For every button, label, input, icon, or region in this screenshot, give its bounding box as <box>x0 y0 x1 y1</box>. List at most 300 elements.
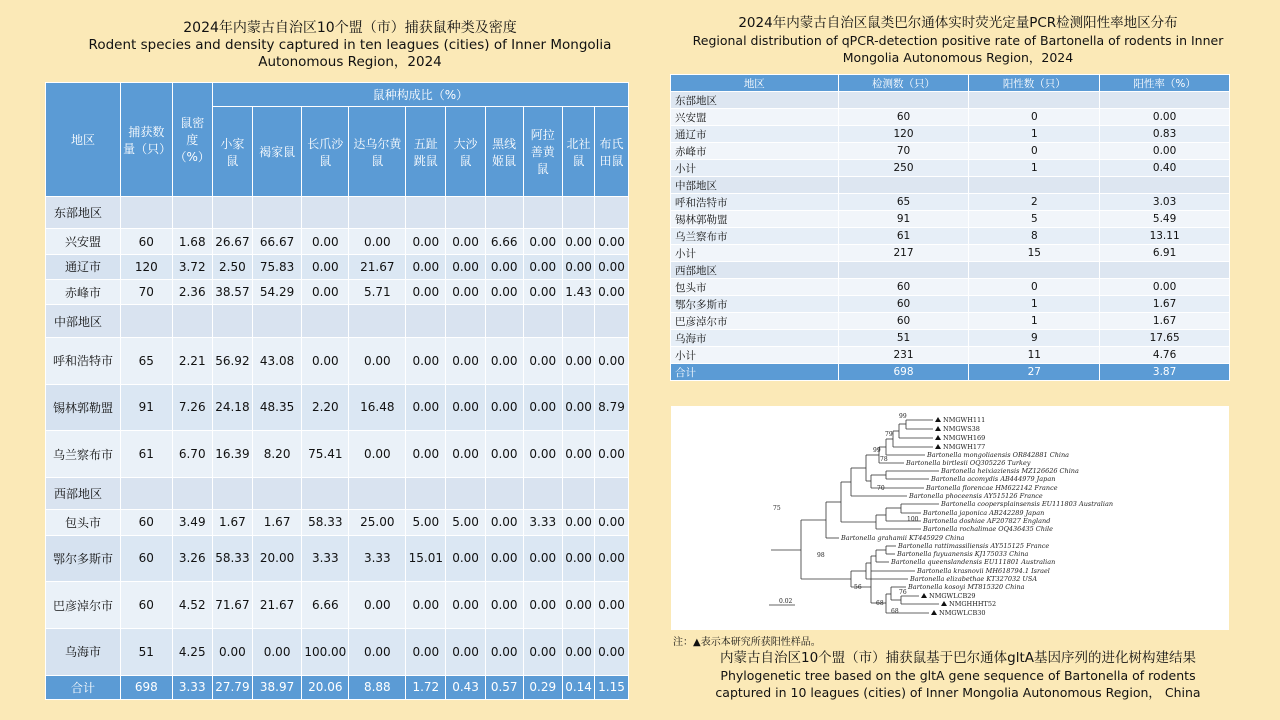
ratio-cell: 27.79 <box>212 675 252 699</box>
section-row <box>46 477 629 509</box>
ratio-cell: 56.92 <box>212 337 252 384</box>
section-row <box>671 262 1230 279</box>
empty-cell <box>212 477 252 509</box>
empty-cell <box>212 197 252 229</box>
value-cell: 0 <box>969 279 1100 296</box>
ratio-cell: 8.79 <box>595 384 629 431</box>
ratio-cell: 0.00 <box>446 229 486 254</box>
region-cell: 包头市 <box>671 279 839 296</box>
ratio-cell: 0.00 <box>523 384 563 431</box>
ratio-cell: 0.00 <box>523 280 563 305</box>
phylogenetic-tree-figure <box>671 406 1229 630</box>
count-cell: 65 <box>121 337 172 384</box>
ratio-cell: 0.00 <box>349 229 406 254</box>
value-cell: 17.65 <box>1100 330 1230 347</box>
ratio-cell: 3.33 <box>523 510 563 535</box>
empty-cell <box>1100 92 1230 109</box>
table-row <box>671 347 1230 364</box>
ratio-cell: 2.20 <box>302 384 349 431</box>
region-cell: 巴彦淖尔市 <box>671 313 839 330</box>
ratio-cell: 0.00 <box>523 254 563 279</box>
empty-cell <box>212 305 252 337</box>
region-cell: 赤峰市 <box>46 280 121 305</box>
density-cell: 4.25 <box>172 628 212 675</box>
region-cell: 通辽市 <box>671 126 839 143</box>
ratio-cell: 2.50 <box>212 254 252 279</box>
value-cell: 0.83 <box>1100 126 1230 143</box>
ratio-cell: 0.00 <box>406 254 446 279</box>
pcr-positive-rate-table <box>670 74 1230 381</box>
value-cell: 0.00 <box>1100 143 1230 160</box>
header-species: 达乌尔黄鼠 <box>349 107 406 197</box>
ratio-cell: 0.00 <box>446 628 486 675</box>
header-species: 布氏田鼠 <box>595 107 629 197</box>
empty-cell <box>446 477 486 509</box>
header-species: 大沙鼠 <box>446 107 486 197</box>
ratio-cell: 0.00 <box>523 582 563 629</box>
table-row <box>671 126 1230 143</box>
section-row <box>46 197 629 229</box>
ratio-cell: 5.00 <box>406 510 446 535</box>
ratio-cell: 0.00 <box>563 337 595 384</box>
table-row <box>671 245 1230 262</box>
header-species: 五趾跳鼠 <box>406 107 446 197</box>
region-cell: 小计 <box>671 347 839 364</box>
empty-cell <box>1100 262 1230 279</box>
ratio-cell: 75.83 <box>252 254 301 279</box>
density-cell: 3.33 <box>172 675 212 699</box>
ratio-cell: 0.00 <box>523 535 563 582</box>
value-cell: 60 <box>838 313 969 330</box>
section-label: 东部地区 <box>46 197 121 229</box>
value-cell: 0 <box>969 143 1100 160</box>
ratio-cell: 0.00 <box>406 337 446 384</box>
ratio-cell: 0.00 <box>563 384 595 431</box>
ratio-cell: 0.00 <box>349 582 406 629</box>
section-label: 中部地区 <box>46 305 121 337</box>
ratio-cell: 0.00 <box>523 431 563 478</box>
value-cell: 120 <box>838 126 969 143</box>
right-title-en: Regional distribution of qPCR-detection positive rate of Bartonella of rodents in Inner Mongolia Autonomous Region，2024 <box>692 33 1224 65</box>
region-cell: 乌兰察布市 <box>46 431 121 478</box>
ratio-cell: 0.00 <box>406 582 446 629</box>
tree-leaf-label: Bartonella acomydis AB444979 Japan <box>931 475 1056 483</box>
ratio-cell: 0.00 <box>485 254 523 279</box>
ratio-cell: 0.00 <box>485 510 523 535</box>
ratio-cell: 24.18 <box>212 384 252 431</box>
value-cell: 1 <box>969 160 1100 177</box>
ratio-cell: 0.00 <box>302 280 349 305</box>
ratio-cell: 0.00 <box>406 431 446 478</box>
ratio-cell: 75.41 <box>302 431 349 478</box>
ratio-cell: 3.33 <box>349 535 406 582</box>
region-cell: 呼和浩特市 <box>46 337 121 384</box>
tree-leaf-label: NMGWS38 <box>943 425 980 433</box>
empty-cell <box>252 197 301 229</box>
value-cell: 0.00 <box>1100 109 1230 126</box>
tree-leaf-label: Bartonella japonica AB242289 Japan <box>923 509 1045 517</box>
ratio-cell: 16.39 <box>212 431 252 478</box>
empty-cell <box>252 477 301 509</box>
right-title <box>668 15 1248 66</box>
region-cell: 鄂尔多斯市 <box>46 535 121 582</box>
table-row <box>46 337 629 384</box>
ratio-cell: 0.00 <box>446 337 486 384</box>
tree-leaf-label: Bartonella heixiaziensis MZ126626 China <box>941 467 1079 475</box>
ratio-cell: 0.00 <box>446 280 486 305</box>
ratio-cell: 3.33 <box>302 535 349 582</box>
ratio-cell: 20.00 <box>252 535 301 582</box>
ratio-cell: 0.00 <box>349 431 406 478</box>
tree-leaf-label: NMGWLCB29 <box>929 592 976 600</box>
region-cell: 兴安盟 <box>46 229 121 254</box>
region-cell: 赤峰市 <box>671 143 839 160</box>
positive-sample-icon <box>935 426 941 431</box>
value-cell: 0.00 <box>1100 279 1230 296</box>
ratio-cell: 0.00 <box>212 628 252 675</box>
value-cell: 3.03 <box>1100 194 1230 211</box>
table-row <box>671 279 1230 296</box>
ratio-cell: 0.00 <box>485 535 523 582</box>
value-cell: 1 <box>969 313 1100 330</box>
count-cell: 60 <box>121 535 172 582</box>
tree-leaf-label: Bartonella florencae HM622142 France <box>926 484 1058 492</box>
header-species: 黑线姬鼠 <box>485 107 523 197</box>
ratio-cell: 66.67 <box>252 229 301 254</box>
header-count: 捕获数量（只） <box>121 83 172 197</box>
table-row <box>671 364 1230 381</box>
header-species: 北社鼠 <box>563 107 595 197</box>
section-label: 东部地区 <box>671 92 839 109</box>
tree-leaf-label: Bartonella rochalimae OQ436435 Chile <box>923 525 1053 533</box>
tree-leaf-label: Bartonella rattimassiliensis AY515125 France <box>898 542 1050 550</box>
header-species: 褐家鼠 <box>252 107 301 197</box>
region-cell: 锡林郭勒盟 <box>46 384 121 431</box>
value-cell: 6.91 <box>1100 245 1230 262</box>
ratio-cell: 0.00 <box>485 384 523 431</box>
empty-cell <box>563 197 595 229</box>
tree-leaf-label: Bartonella krasnovii MH618794.1 Israel <box>917 567 1050 575</box>
empty-cell <box>563 477 595 509</box>
ratio-cell: 0.00 <box>595 510 629 535</box>
empty-cell <box>838 262 969 279</box>
empty-cell <box>563 305 595 337</box>
ratio-cell: 0.00 <box>595 280 629 305</box>
bootstrap-value: 98 <box>817 552 825 559</box>
tree-leaf-label: NMGWH177 <box>943 443 986 451</box>
ratio-cell: 0.14 <box>563 675 595 699</box>
bootstrap-value: 100 <box>907 516 919 523</box>
ratio-cell: 0.00 <box>349 337 406 384</box>
header-cell: 阳性数（只） <box>969 75 1100 92</box>
empty-cell <box>121 477 172 509</box>
value-cell: 5 <box>969 211 1100 228</box>
empty-cell <box>485 197 523 229</box>
ratio-cell: 0.00 <box>595 628 629 675</box>
section-row <box>671 92 1230 109</box>
value-cell: 231 <box>838 347 969 364</box>
scale-bar-label: 0.02 <box>779 598 793 605</box>
bootstrap-value: 99 <box>873 447 881 454</box>
ratio-cell: 6.66 <box>485 229 523 254</box>
tree-leaf-label: Bartonella phoceensis AY515126 France <box>909 492 1043 500</box>
table-row <box>671 194 1230 211</box>
table-row <box>671 296 1230 313</box>
ratio-cell: 0.00 <box>446 431 486 478</box>
value-cell: 11 <box>969 347 1100 364</box>
density-cell: 3.26 <box>172 535 212 582</box>
right-title-cn: 2024年内蒙古自治区鼠类巴尔通体实时荧光定量PCR检测阳性率地区分布 <box>738 15 1178 31</box>
positive-sample-icon <box>935 444 941 449</box>
empty-cell <box>302 197 349 229</box>
count-cell: 60 <box>121 510 172 535</box>
count-cell: 51 <box>121 628 172 675</box>
tree-leaf-label: NMGWH169 <box>943 434 986 442</box>
value-cell: 27 <box>969 364 1100 381</box>
ratio-cell: 0.29 <box>523 675 563 699</box>
empty-cell <box>349 197 406 229</box>
region-cell: 小计 <box>671 245 839 262</box>
ratio-cell: 0.00 <box>523 628 563 675</box>
ratio-cell: 0.00 <box>523 337 563 384</box>
tree-leaf-label: NMGWH111 <box>943 416 986 424</box>
tree-caption <box>668 650 1248 701</box>
section-row <box>46 305 629 337</box>
left-title-en: Rodent species and density captured in ten leagues (cities) of Inner Mongolia Autonomous Region，2024 <box>88 37 612 70</box>
value-cell: 13.11 <box>1100 228 1230 245</box>
ratio-cell: 0.00 <box>595 337 629 384</box>
region-cell: 合计 <box>46 675 121 699</box>
ratio-cell: 0.00 <box>563 535 595 582</box>
ratio-cell: 0.00 <box>563 628 595 675</box>
ratio-cell: 25.00 <box>349 510 406 535</box>
table-row <box>671 143 1230 160</box>
header-species: 小家鼠 <box>212 107 252 197</box>
ratio-cell: 0.43 <box>446 675 486 699</box>
value-cell: 1 <box>969 296 1100 313</box>
tree-caption-en: Phylogenetic tree based on the gltA gene sequence of Bartonella of rodents captured in 10 leagues (cities) of Inner Mongolia Autonomous Region， China <box>715 668 1201 700</box>
empty-cell <box>406 477 446 509</box>
bootstrap-value: 75 <box>773 505 781 512</box>
ratio-cell: 1.15 <box>595 675 629 699</box>
density-cell: 2.36 <box>172 280 212 305</box>
value-cell: 3.87 <box>1100 364 1230 381</box>
tree-leaf-label: Bartonella coopersplainsensis EU111803 Australian <box>941 500 1114 508</box>
ratio-cell: 6.66 <box>302 582 349 629</box>
empty-cell <box>485 305 523 337</box>
value-cell: 1.67 <box>1100 296 1230 313</box>
empty-cell <box>969 262 1100 279</box>
count-cell: 91 <box>121 384 172 431</box>
bootstrap-value: 99 <box>899 413 907 420</box>
table-row <box>671 228 1230 245</box>
value-cell: 2 <box>969 194 1100 211</box>
density-cell: 2.21 <box>172 337 212 384</box>
region-cell: 鄂尔多斯市 <box>671 296 839 313</box>
ratio-cell: 0.00 <box>595 431 629 478</box>
tree-leaf-label: Bartonella grahamii KT445929 China <box>841 534 965 542</box>
header-species: 长爪沙鼠 <box>302 107 349 197</box>
empty-cell <box>172 477 212 509</box>
value-cell: 217 <box>838 245 969 262</box>
ratio-cell: 0.00 <box>406 280 446 305</box>
ratio-cell: 0.00 <box>595 582 629 629</box>
positive-sample-icon <box>941 601 947 606</box>
ratio-cell: 16.48 <box>349 384 406 431</box>
ratio-cell: 0.00 <box>485 431 523 478</box>
ratio-cell: 100.00 <box>302 628 349 675</box>
empty-cell <box>446 305 486 337</box>
empty-cell <box>969 177 1100 194</box>
value-cell: 5.49 <box>1100 211 1230 228</box>
positive-sample-icon <box>931 610 937 615</box>
positive-sample-icon <box>935 417 941 422</box>
positive-sample-icon <box>921 593 927 598</box>
ratio-cell: 0.00 <box>485 337 523 384</box>
tree-leaf-label: Bartonella mongoliaensis OR842881 China <box>927 451 1070 459</box>
count-cell: 61 <box>121 431 172 478</box>
empty-cell <box>485 477 523 509</box>
table-row <box>46 254 629 279</box>
region-cell: 锡林郭勒盟 <box>671 211 839 228</box>
value-cell: 250 <box>838 160 969 177</box>
empty-cell <box>349 477 406 509</box>
empty-cell <box>838 177 969 194</box>
tree-leaf-label: NMGWLCB30 <box>939 609 986 617</box>
value-cell: 51 <box>838 330 969 347</box>
tree-leaf-label: Bartonella birtlesii OQ305226 Turkey <box>906 459 1031 467</box>
ratio-cell: 0.00 <box>446 254 486 279</box>
ratio-cell: 8.20 <box>252 431 301 478</box>
count-cell: 60 <box>121 229 172 254</box>
tree-leaf-label: Bartonella elizabethae KT327032 USA <box>910 575 1038 583</box>
value-cell: 70 <box>838 143 969 160</box>
value-cell: 61 <box>838 228 969 245</box>
empty-cell <box>121 197 172 229</box>
bootstrap-value: 79 <box>885 431 893 438</box>
ratio-cell: 0.00 <box>252 628 301 675</box>
ratio-cell: 5.00 <box>446 510 486 535</box>
ratio-cell: 1.67 <box>252 510 301 535</box>
value-cell: 60 <box>838 279 969 296</box>
empty-cell <box>595 197 629 229</box>
ratio-cell: 0.00 <box>595 254 629 279</box>
ratio-cell: 8.88 <box>349 675 406 699</box>
empty-cell <box>172 197 212 229</box>
value-cell: 91 <box>838 211 969 228</box>
value-cell: 60 <box>838 296 969 313</box>
ratio-cell: 20.06 <box>302 675 349 699</box>
positive-sample-icon <box>935 435 941 440</box>
section-row <box>671 177 1230 194</box>
ratio-cell: 0.00 <box>563 582 595 629</box>
ratio-cell: 71.67 <box>212 582 252 629</box>
table-row <box>46 384 629 431</box>
ratio-cell: 0.57 <box>485 675 523 699</box>
ratio-cell: 0.00 <box>406 384 446 431</box>
table-row <box>46 431 629 478</box>
tree-leaf-label: Bartonella queenslandensis EU111801 Australian <box>891 558 1056 566</box>
left-title <box>60 20 640 71</box>
header-cell: 检测数（只） <box>838 75 969 92</box>
bootstrap-value: 68 <box>891 608 899 615</box>
bootstrap-value: 70 <box>877 485 885 492</box>
empty-cell <box>523 197 563 229</box>
table-row <box>46 675 629 699</box>
empty-cell <box>172 305 212 337</box>
ratio-cell: 0.00 <box>446 384 486 431</box>
region-cell: 小计 <box>671 160 839 177</box>
ratio-cell: 26.67 <box>212 229 252 254</box>
table-row <box>46 510 629 535</box>
ratio-cell: 5.71 <box>349 280 406 305</box>
value-cell: 9 <box>969 330 1100 347</box>
ratio-cell: 0.00 <box>406 229 446 254</box>
tree-leaf-label: Bartonella kosoyi MT815320 China <box>908 583 1025 591</box>
table-row <box>671 330 1230 347</box>
bootstrap-value: 76 <box>899 589 907 596</box>
value-cell: 698 <box>838 364 969 381</box>
header-region: 地区 <box>46 83 121 197</box>
section-label: 西部地区 <box>671 262 839 279</box>
value-cell: 8 <box>969 228 1100 245</box>
header-cell: 阳性率（%） <box>1100 75 1230 92</box>
value-cell: 1.67 <box>1100 313 1230 330</box>
table-row <box>671 211 1230 228</box>
ratio-cell: 38.57 <box>212 280 252 305</box>
empty-cell <box>523 305 563 337</box>
empty-cell <box>838 92 969 109</box>
density-cell: 3.49 <box>172 510 212 535</box>
ratio-cell: 21.67 <box>252 582 301 629</box>
ratio-cell: 0.00 <box>406 628 446 675</box>
table-row <box>46 582 629 629</box>
ratio-cell: 1.43 <box>563 280 595 305</box>
ratio-cell: 0.00 <box>523 229 563 254</box>
region-cell: 乌兰察布市 <box>671 228 839 245</box>
ratio-cell: 0.00 <box>302 229 349 254</box>
ratio-cell: 58.33 <box>212 535 252 582</box>
ratio-cell: 0.00 <box>485 582 523 629</box>
phylogenetic-tree <box>671 406 1229 630</box>
tree-leaf-label: Bartonella doshiae AF207827 England <box>923 517 1051 525</box>
left-title-cn: 2024年内蒙古自治区10个盟（市）捕获鼠种类及密度 <box>183 20 517 36</box>
region-cell: 乌海市 <box>671 330 839 347</box>
region-cell: 呼和浩特市 <box>671 194 839 211</box>
header-density: 鼠密度（%） <box>172 83 212 197</box>
table-row <box>46 229 629 254</box>
region-cell: 兴安盟 <box>671 109 839 126</box>
ratio-cell: 0.00 <box>446 582 486 629</box>
empty-cell <box>406 305 446 337</box>
count-cell: 60 <box>121 582 172 629</box>
density-cell: 3.72 <box>172 254 212 279</box>
bootstrap-value: 78 <box>880 456 888 463</box>
density-cell: 1.68 <box>172 229 212 254</box>
ratio-cell: 58.33 <box>302 510 349 535</box>
value-cell: 65 <box>838 194 969 211</box>
table-row <box>46 535 629 582</box>
ratio-cell: 48.35 <box>252 384 301 431</box>
section-label: 中部地区 <box>671 177 839 194</box>
empty-cell <box>349 305 406 337</box>
empty-cell <box>595 305 629 337</box>
tree-note: 注：▲表示本研究所获阳性样品。 <box>673 637 821 648</box>
rodent-density-table <box>45 82 629 700</box>
empty-cell <box>406 197 446 229</box>
value-cell: 1 <box>969 126 1100 143</box>
tree-caption-cn: 内蒙古自治区10个盟（市）捕获鼠基于巴尔通体gltA基因序列的进化树构建结果 <box>719 650 1197 666</box>
